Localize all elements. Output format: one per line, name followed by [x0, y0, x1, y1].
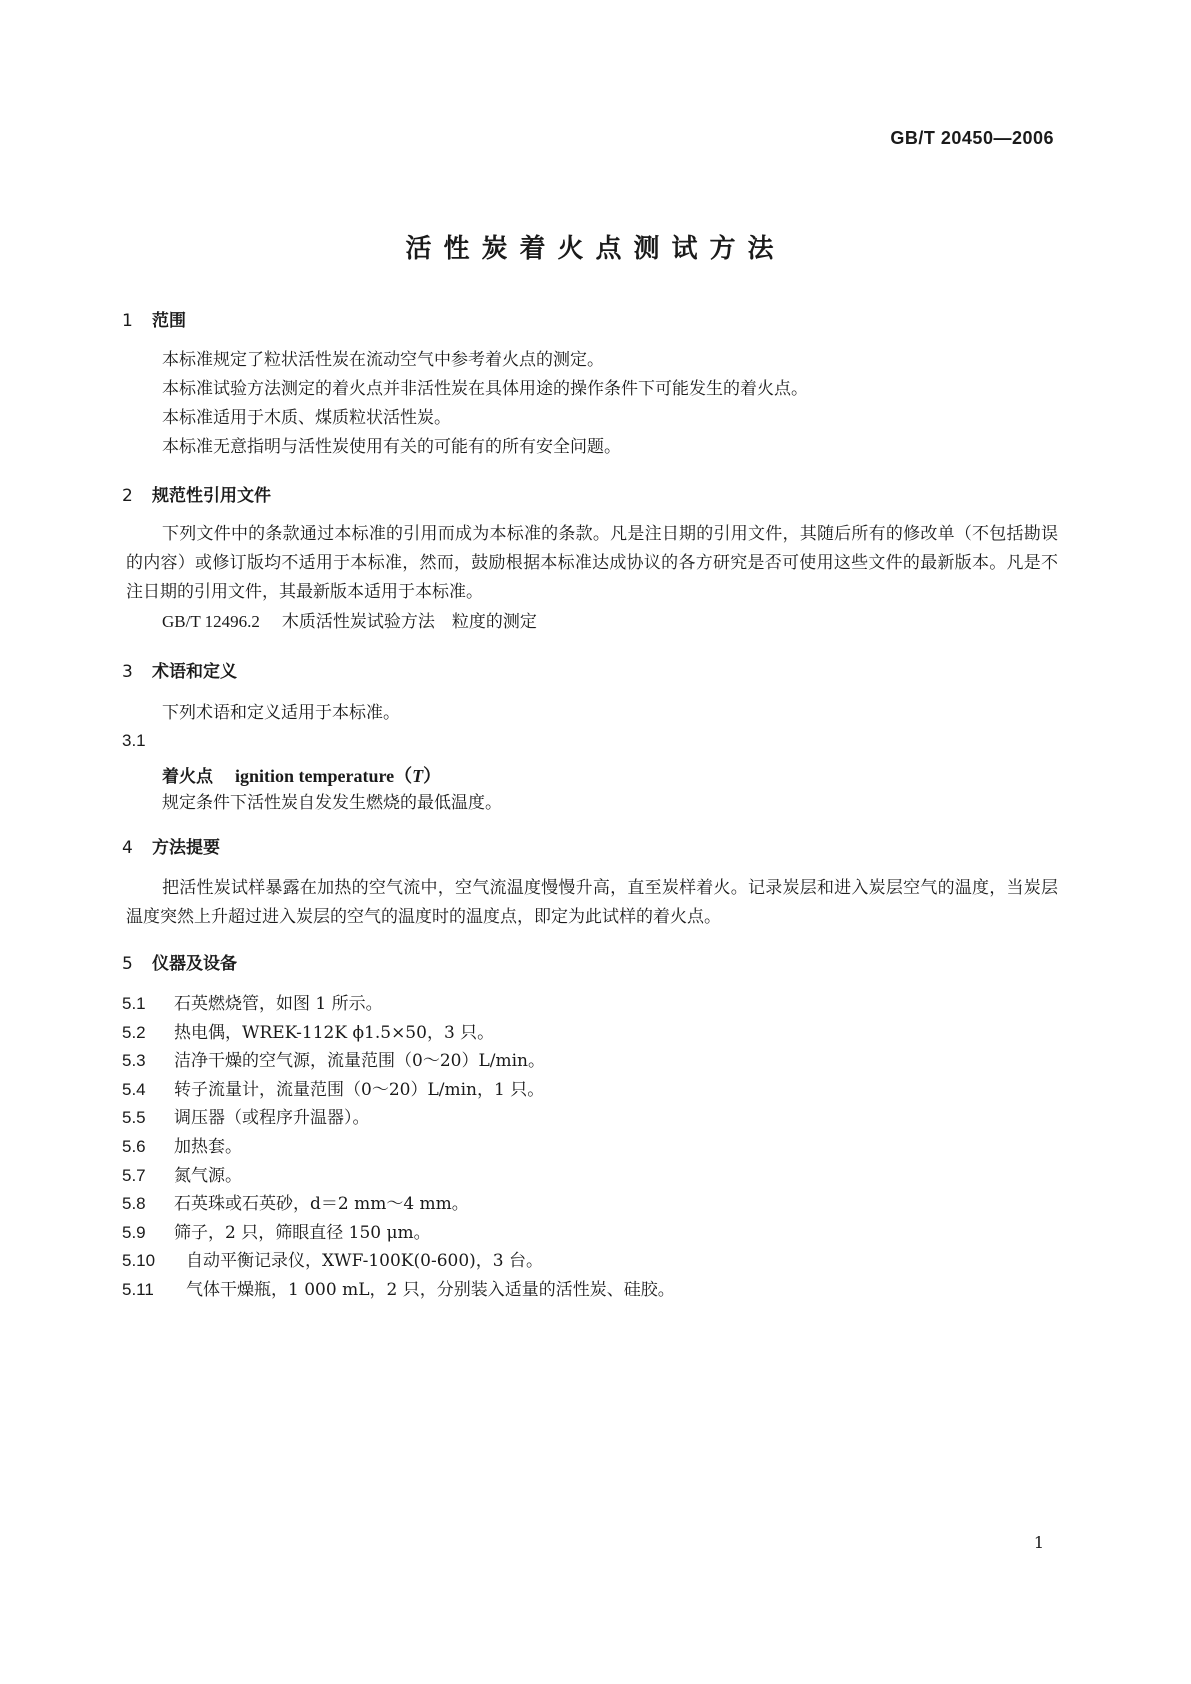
item-text: 自动平衡记录仪，XWF-100K(0-600)，3 台。	[186, 1251, 543, 1272]
list-item	[122, 1019, 675, 1048]
item-text: 洁净干燥的空气源，流量范围（0～20）L/min。	[174, 1051, 545, 1072]
list-item	[122, 1104, 675, 1133]
item-number: 5.4	[122, 1079, 146, 1099]
item-text: 石英燃烧管，如图 1 所示。	[174, 994, 383, 1014]
item-text: 氮气源。	[174, 1165, 242, 1186]
section-number: 1	[122, 311, 133, 331]
section-4-heading	[122, 833, 220, 858]
item-number: 5.1	[122, 994, 146, 1013]
section-title: 规范性引用文件	[152, 486, 271, 506]
section-1-body	[162, 346, 1042, 462]
term-symbol: T	[412, 766, 424, 786]
item-number: 5.7	[122, 1165, 146, 1185]
list-item	[122, 1190, 675, 1219]
item-text: 转子流量计，流量范围（0～20）L/min，1 只。	[174, 1079, 545, 1100]
term-close: ）	[423, 766, 442, 786]
item-text: 筛子，2 只，筛眼直径 150 μm。	[174, 1222, 431, 1243]
standard-code: GB/T 20450—2006	[890, 128, 1054, 148]
section-5-heading	[122, 949, 237, 974]
section-3-heading	[122, 657, 237, 682]
section-title: 术语和定义	[152, 662, 237, 682]
page-number: 1	[1033, 1533, 1044, 1552]
list-item	[122, 1076, 675, 1105]
section-title: 仪器及设备	[152, 954, 237, 974]
paragraph: 本标准试验方法测定的着火点并非活性炭在具体用途的操作条件下可能发生的着火点。	[162, 379, 808, 399]
item-number: 5.6	[122, 1136, 146, 1156]
item-text: 调压器（或程序升温器）。	[174, 1108, 370, 1129]
list-item	[122, 1133, 675, 1162]
item-number: 5.5	[122, 1108, 146, 1128]
section-2-paragraph: 下列文件中的条款通过本标准的引用而成为本标准的条款。凡是注日期的引用文件，其随后所有的修改单（不包括勘误的内容）或修订版均不适用于本标准，然而，鼓励根据本标准达成协议的各方研究是否可使用这些文件的最新版本。凡是不注日期的引用文件，其最新版本适用于本标准。	[126, 524, 1058, 602]
term-english: ignition temperature（	[235, 766, 413, 786]
section-number: 4	[122, 838, 133, 858]
subclause-number: 3.1	[122, 731, 146, 750]
item-number: 5.3	[122, 1051, 146, 1071]
section-title: 范围	[152, 311, 186, 331]
section-2-heading	[122, 481, 271, 506]
list-item	[122, 1276, 675, 1305]
item-number: 5.8	[122, 1194, 146, 1214]
section-number: 3	[122, 662, 133, 682]
section-4-paragraph: 把活性炭试样暴露在加热的空气流中，空气流温度慢慢升高，直至炭样着火。记录炭层和进入炭层空气的温度，当炭层温度突然上升超过进入炭层的空气的温度时的温度点，即定为此试样的着火点。	[126, 878, 1058, 927]
list-item	[122, 1247, 675, 1276]
section-3-paragraph: 下列术语和定义适用于本标准。	[162, 703, 400, 723]
item-text: 加热套。	[174, 1136, 242, 1157]
paragraph: 本标准无意指明与活性炭使用有关的可能有的所有安全问题。	[162, 437, 621, 457]
section-number: 2	[122, 486, 133, 506]
item-text: 气体干燥瓶，1 000 mL，2 只，分别装入适量的活性炭、硅胶。	[186, 1279, 675, 1300]
equipment-list	[122, 990, 675, 1305]
term-chinese: 着火点	[162, 767, 213, 787]
item-number: 5.9	[122, 1222, 146, 1242]
section-title: 方法提要	[152, 838, 220, 858]
list-item	[122, 1219, 675, 1248]
list-item	[122, 1047, 675, 1076]
reference-code: GB/T 12496.2	[162, 612, 260, 631]
item-text: 热电偶，WREK-112K ϕ1.5×50，3 只。	[174, 1022, 495, 1043]
item-number: 5.11	[122, 1279, 154, 1299]
section-number: 5	[122, 954, 133, 974]
paragraph: 本标准规定了粒状活性炭在流动空气中参考着火点的测定。	[162, 350, 604, 370]
item-number: 5.2	[122, 1022, 146, 1042]
normative-reference	[162, 608, 537, 636]
term-heading	[162, 762, 441, 788]
paragraph: 本标准适用于木质、煤质粒状活性炭。	[162, 408, 451, 428]
list-item	[122, 990, 675, 1019]
list-item	[122, 1162, 675, 1191]
item-number: 5.10	[122, 1251, 156, 1271]
document-title: 活性炭着火点测试方法	[405, 234, 786, 264]
reference-title: 木质活性炭试验方法 粒度的测定	[281, 612, 537, 632]
item-text: 石英珠或石英砂，d＝2 mm～4 mm。	[174, 1194, 469, 1215]
section-1-heading	[122, 306, 186, 331]
term-definition: 规定条件下活性炭自发发生燃烧的最低温度。	[162, 793, 502, 813]
